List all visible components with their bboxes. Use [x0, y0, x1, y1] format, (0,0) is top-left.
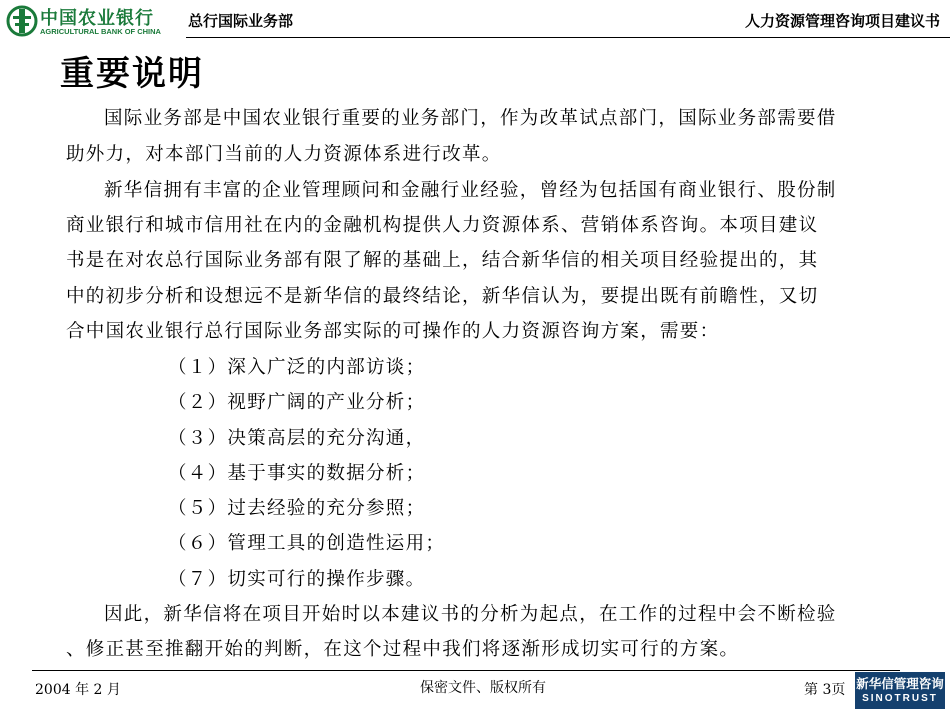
footer-divider [32, 670, 900, 671]
footer-confidential: 保密文件、版权所有 [420, 680, 546, 696]
logo-english-name: AGRICULTURAL BANK OF CHINA [40, 27, 161, 36]
project-title: 人力资源管理咨询项目建议书 [744, 12, 940, 30]
paragraph-line: 国际业务部是中国农业银行重要的业务部门，作为改革试点部门，国际业务部需要借 [104, 108, 837, 129]
conclusion-line: 因此，新华信将在项目开始时以本建议书的分析为起点，在工作的过程中会不断检验 [104, 604, 837, 625]
paragraph-line: 合中国农业银行总行国际业务部实际的可操作的人力资源咨询方案，需要： [66, 321, 720, 342]
logo-chinese-name: 中国农业银行 [40, 8, 154, 29]
list-item: （５）过去经验的充分参照； [168, 498, 426, 519]
abc-logo [6, 4, 176, 38]
list-item: （４）基于事实的数据分析； [168, 463, 426, 484]
paragraph-line: 书是在对农总行国际业务部有限了解的基础上，结合新华信的相关项目经验提出的，其 [66, 250, 819, 271]
footer-date: 2004 年 2 月 [35, 682, 121, 698]
page-title: 重要说明 [60, 54, 204, 94]
paragraph-line: 中的初步分析和设想远不是新华信的最终结论，新华信认为，要提出既有前瞻性，又切 [66, 286, 819, 307]
header-divider [186, 37, 950, 38]
brand-english-name: SINOTRUST [862, 693, 938, 704]
paragraph-line: 助外力，对本部门当前的人力资源体系进行改革。 [66, 144, 502, 165]
page-number: 第 3页 [804, 682, 846, 698]
abc-logo-icon [6, 4, 38, 38]
list-item: （７）切实可行的操作步骤。 [168, 569, 426, 590]
sinotrust-logo [855, 672, 945, 709]
list-item: （３）决策高层的充分沟通， [168, 428, 426, 449]
list-item: （２）视野广阔的产业分析； [168, 392, 426, 413]
paragraph-line: 商业银行和城市信用社在内的金融机构提供人力资源体系、营销体系咨询。本项目建议 [66, 215, 819, 236]
paragraph-line: 新华信拥有丰富的企业管理顾问和金融行业经验，曾经为包括国有商业银行、股份制 [104, 180, 837, 201]
department-label: 总行国际业务部 [188, 12, 294, 30]
list-item: （６）管理工具的创造性运用； [168, 533, 446, 554]
list-item: （１）深入广泛的内部访谈； [168, 357, 426, 378]
conclusion-line: 、修正甚至推翻开始的判断，在这个过程中我们将逐渐形成切实可行的方案。 [66, 639, 740, 660]
brand-chinese-name: 新华信管理咨询 [856, 676, 944, 691]
